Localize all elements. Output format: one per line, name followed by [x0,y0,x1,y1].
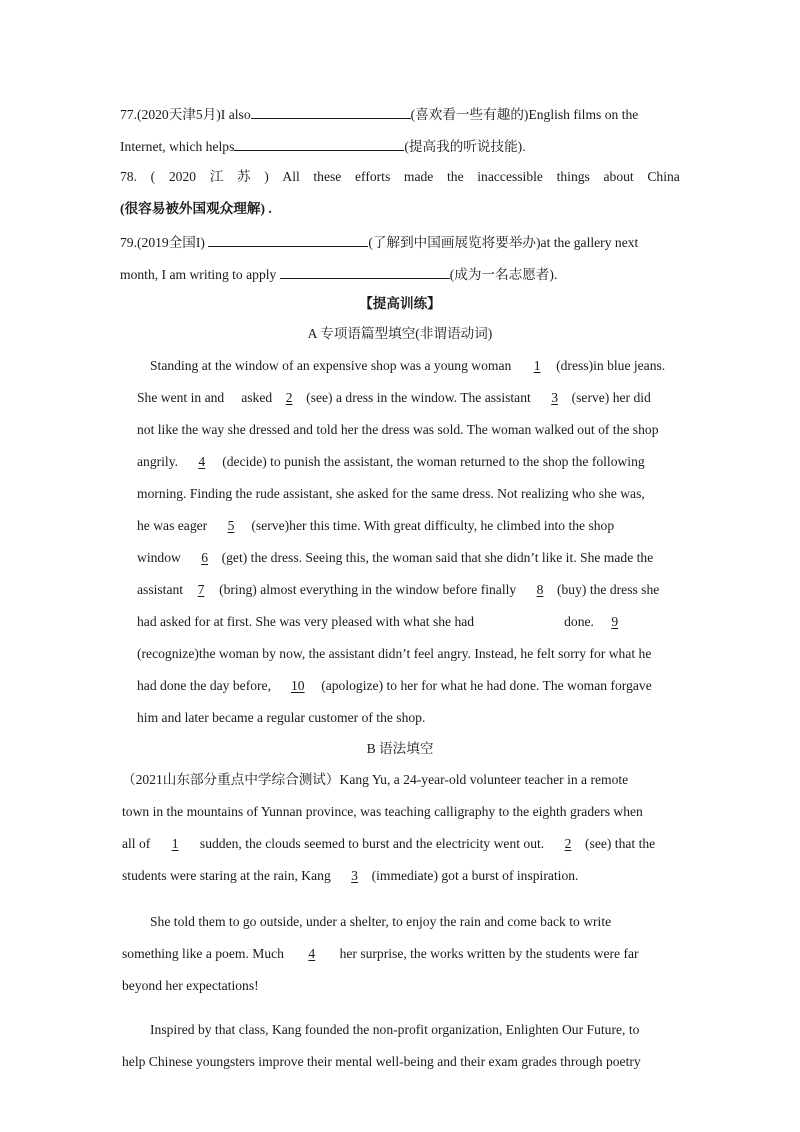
q77-blank2[interactable] [234,136,404,151]
blank-a6[interactable]: 6 [201,550,208,565]
text: angrily. [137,454,179,469]
blank-b4[interactable]: 4 [308,946,316,961]
q79-blank1[interactable] [208,232,368,247]
passage-b-line: Inspired by that class, Kang founded the non-profit organization, Enlighten Our Future, to [150,1022,640,1037]
text: (serve)her this time. With great difficulty, he climbed into the shop [251,518,615,533]
text: (buy) the dress she [556,582,660,597]
text: students were staring at the rain, Kang [122,868,331,883]
q78-word: 江 [209,169,224,184]
section-a-title: A 专项语篇型填空(非谓语动词) [307,326,493,341]
text: (decide) to punish the assistant, the woman returned to the shop the following [222,454,645,469]
passage-b-line: beyond her expectations! [122,978,259,993]
q77-hint2: (提高我的听说技能). [404,139,526,154]
q78-line2: (很容易被外国观众理解) . [120,201,272,216]
text: (dress)in blue jeans. [556,358,666,373]
text: all of [122,836,151,851]
text: he was eager [137,518,208,533]
passage-a-line: him and later became a regular customer of the shop. [137,710,426,725]
q77-line2 [120,136,526,156]
q78-word: about [603,169,634,184]
text: assistant [137,582,184,597]
passage-a-line: (recognize)the woman by now, the assistant didn’t feel angry. Instead, he felt sorry for what he [137,646,652,661]
q79-hint1: (了解到中国画展览将要举办)at the gallery next [368,235,639,250]
blank-b1[interactable]: 1 [171,836,179,851]
q78-word: ( [150,169,156,184]
q78-line1 [120,168,680,186]
passage-a-line: morning. Finding the rude assistant, she asked for the same dress. Not realizing who she was, [137,486,645,501]
blank-a10[interactable]: 10 [291,678,305,693]
text: Standing at the window of an expensive shop was a young woman [150,358,512,373]
passage-a-line [137,613,629,631]
blank-b2[interactable]: 2 [564,836,572,851]
blank-a8[interactable]: 8 [536,582,544,597]
passage-a-line [137,389,651,407]
text: had done the day before, [137,678,271,693]
text: something like a poem. Much [122,946,284,961]
q78-word: things [556,169,590,184]
blank-a4[interactable]: 4 [198,454,206,469]
passage-b-line: help Chinese youngsters improve their mental well-being and their exam grades through poetry [122,1054,641,1069]
passage-b-line [122,835,655,853]
blank-a7[interactable]: 7 [197,582,205,597]
text: She went in and [137,390,225,405]
section-title: 【提高训练】 [359,296,441,311]
text: (get) the dress. Seeing this, the woman said that she didn’t like it. She made the [221,550,654,565]
q79-hint2: (成为一名志愿者). [449,267,558,282]
q79-prefix: 79.(2019全国I) [120,235,205,250]
passage-b-line [122,867,578,885]
q77-blank1[interactable] [251,104,411,119]
passage-b-line: She told them to go outside, under a shelter, to enjoy the rain and come back to write [150,914,612,929]
text: (see) that the [585,836,656,851]
text: (bring) almost everything in the window before finally [219,582,517,597]
q78-word: the [447,169,464,184]
text: (serve) her did [571,390,651,405]
passage-a-line [137,581,659,599]
text: (see) a dress in the window. The assistant [306,390,531,405]
q78-word: China [647,169,680,184]
q78-word: these [313,169,342,184]
blank-a2[interactable]: 2 [285,390,293,405]
q77-line2-start: Internet, which helps [120,139,235,154]
passage-a-line [137,453,645,471]
q77-prefix: 77.(2020天津5月)I also [120,107,251,122]
q77-line1 [120,104,638,124]
text: window [137,550,181,565]
blank-a9[interactable]: 9 [611,614,619,629]
text: (immediate) got a burst of inspiration. [371,868,579,883]
q77-hint1: (喜欢看一些有趣的)English films on the [410,107,639,122]
q78-word: efforts [355,169,391,184]
q79-line1 [120,232,638,252]
blank-a5[interactable]: 5 [227,518,235,533]
passage-b-line: town in the mountains of Yunnan province, was teaching calligraphy to the eighth graders when [122,804,643,819]
passage-a-line [137,549,653,567]
q78-word: 78. [120,169,137,184]
text: done. [564,614,594,629]
passage-a-line [137,677,652,695]
q78-word: inaccessible [477,169,543,184]
q79-line2 [120,264,557,284]
q79-blank2[interactable] [280,264,450,279]
q78-word: All [282,169,300,184]
passage-b-line [122,945,639,963]
blank-a1[interactable]: 1 [533,358,541,373]
q79-line2-start: month, I am writing to apply [120,267,277,282]
text: had asked for at first. She was very pleased with what she had [137,614,475,629]
text: asked [241,390,273,405]
blank-a3[interactable]: 3 [551,390,558,405]
q78-word: made [403,169,434,184]
text: sudden, the clouds seemed to burst and the electricity went out. [199,836,545,851]
section-b-title: B 语法填空 [366,741,434,756]
text: her surprise, the works written by the students were far [339,946,639,961]
q78-word: ) [264,169,269,184]
passage-a-line: not like the way she dressed and told her the dress was sold. The woman walked out of the shop [137,422,659,437]
passage-a-line [150,357,665,375]
q78-word: 2020 [168,169,197,184]
blank-b3[interactable]: 3 [351,868,358,883]
q78-word: 苏 [236,169,251,184]
text: (apologize) to her for what he had done. The woman forgave [321,678,652,693]
passage-a-line [137,517,614,535]
passage-b-line: （2021山东部分重点中学综合测试）Kang Yu, a 24-year-old volunteer teacher in a remote [122,772,629,787]
